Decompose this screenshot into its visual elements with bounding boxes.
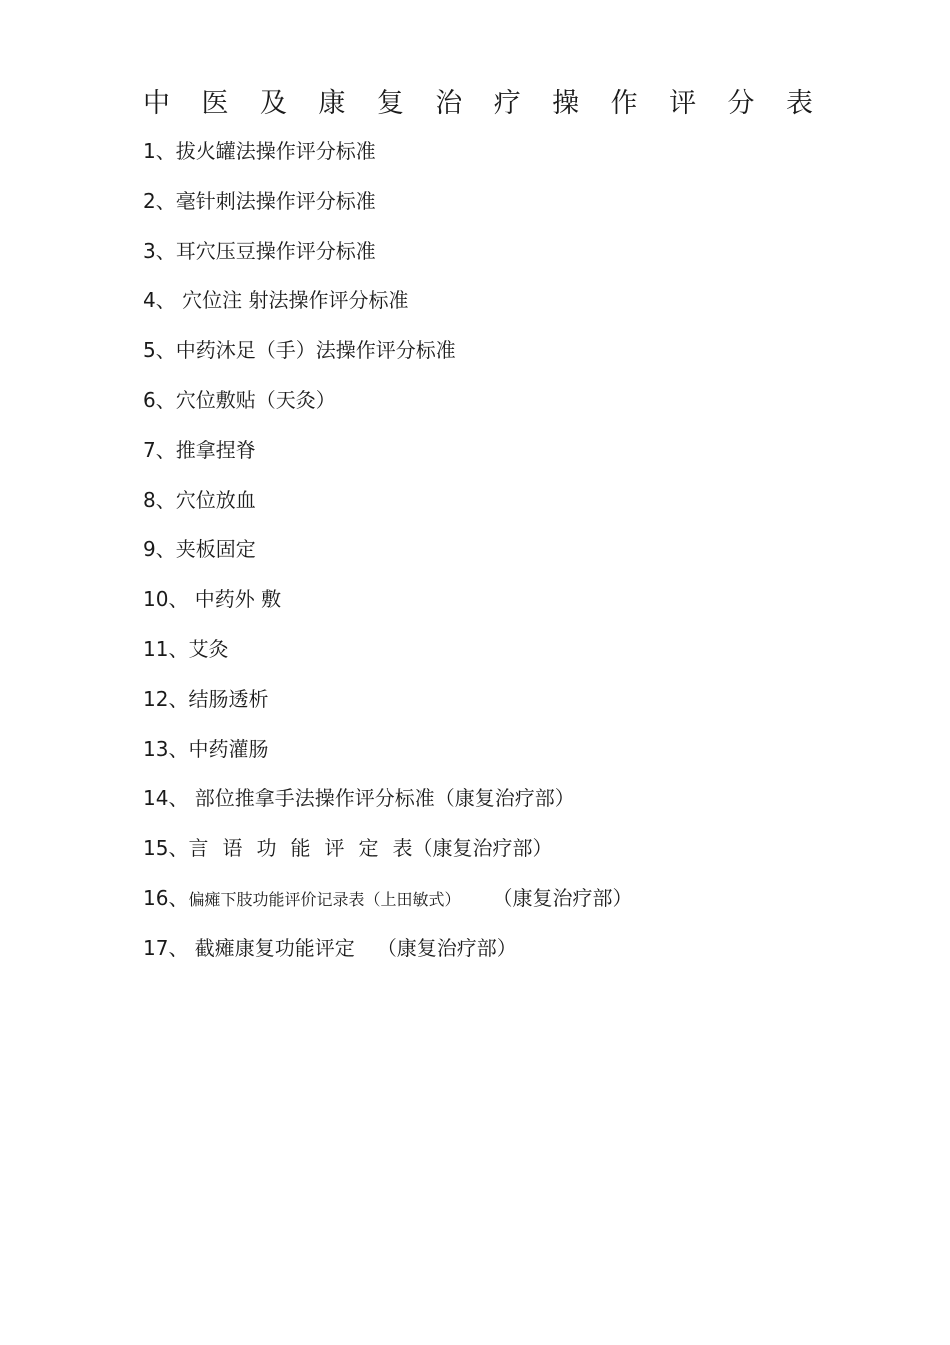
page-title <box>143 84 813 124</box>
title-char: 分 <box>727 88 755 119</box>
item-department: （康复治疗部） <box>376 935 517 960</box>
list-item <box>143 832 863 882</box>
item-title-small: 偏瘫下肢功能评价记录表（上田敏式） <box>188 889 461 909</box>
title-char: 操 <box>552 88 580 119</box>
item-char: 言 <box>188 836 209 861</box>
list-item: 1、拔火罐法操作评分标准 <box>143 139 376 163</box>
title-char: 评 <box>669 88 697 119</box>
item-char: 能 <box>290 836 311 861</box>
item-number: 16、 <box>143 885 189 910</box>
list-item: 6、穴位敷贴（天灸） <box>143 387 336 412</box>
title-char: 治 <box>435 88 463 119</box>
list-item: 7、推拿捏脊 <box>143 437 256 462</box>
list-item: 5、中药沐足（手）法操作评分标准 <box>143 338 456 363</box>
list-item: 8、穴位放血 <box>143 487 256 512</box>
list-item: 10、 中药外 敷 <box>143 587 282 612</box>
item-char: 功 <box>256 836 277 861</box>
title-char: 疗 <box>493 88 521 119</box>
title-char: 复 <box>376 88 404 119</box>
title-char: 中 <box>143 88 170 119</box>
item-char: 定 <box>358 836 379 861</box>
item-department: （康复治疗部） <box>412 836 553 861</box>
list-item: 14、 部位推拿手法操作评分标准（康复治疗部） <box>143 786 575 811</box>
item-department: （康复治疗部） <box>492 885 633 910</box>
list-item <box>143 932 863 982</box>
title-char: 及 <box>259 88 287 119</box>
item-char: 评 <box>324 836 345 861</box>
title-char: 作 <box>610 88 638 119</box>
item-spaced-title <box>188 836 412 860</box>
list-item: 9、夹板固定 <box>143 537 256 562</box>
table-of-contents <box>143 135 863 982</box>
title-char: 康 <box>318 88 346 119</box>
list-item: 11、艾灸 <box>143 636 229 661</box>
list-item: 3、耳穴压豆操作评分标准 <box>143 238 376 263</box>
list-item: 2、毫针刺法操作评分标准 <box>143 188 376 213</box>
title-char: 表 <box>785 88 813 119</box>
item-title: 17、 截瘫康复功能评定 <box>143 935 355 960</box>
list-item: 13、中药灌肠 <box>143 736 269 761</box>
item-char: 语 <box>222 836 243 861</box>
title-char: 医 <box>201 88 229 119</box>
item-char: 表 <box>392 836 413 861</box>
item-number: 15、 <box>143 836 189 861</box>
list-item: 12、结肠透析 <box>143 686 269 711</box>
list-item <box>143 882 863 932</box>
list-item: 4、 穴位注 射法操作评分标准 <box>143 288 409 313</box>
